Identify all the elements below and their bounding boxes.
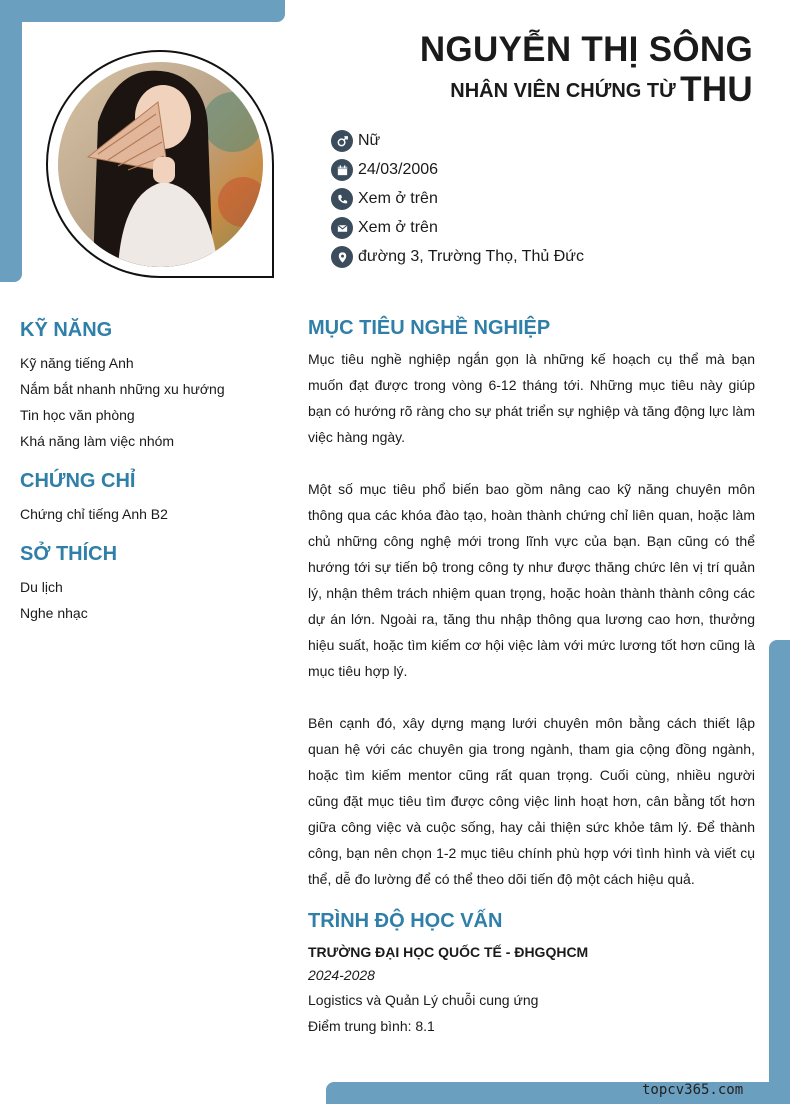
contact-birthdate-text: 24/03/2006 xyxy=(358,161,439,178)
school-name: TRƯỜNG ĐẠI HỌC QUỐC TẾ - ĐHGQHCM xyxy=(308,944,589,960)
contact-address-text: đường 3, Trường Thọ, Thủ Đức xyxy=(358,248,584,265)
certificate-item: Chứng chỉ tiếng Anh B2 xyxy=(20,506,168,522)
objective-paragraph-1: Mục tiêu nghề nghiệp ngắn gọn là những kế hoạch cụ thể mà bạn muốn đạt được trong vòng 6-12 tháng tới. Những mục tiêu này giúp bạn có hướng rõ ràng cho sự phát triển sự nghiệp và tăng động lực làm việc hàng ngày. xyxy=(308,351,755,445)
calendar-icon xyxy=(331,159,353,181)
location-icon xyxy=(331,246,353,268)
profile-photo xyxy=(58,62,263,267)
education-major: Logistics và Quản Lý chuỗi cung ứng xyxy=(308,992,539,1008)
education-title: TRÌNH ĐỘ HỌC VẤN xyxy=(308,910,503,932)
contact-phone xyxy=(331,187,438,211)
objective-paragraph-2: Một số mục tiêu phổ biến bao gồm nâng cao kỹ năng chuyên môn thông qua các khóa đào tạo, hoàn thành chứng chỉ liên quan, hoặc làm chủ những công nghệ mới trong lĩnh vực của bạn. Bạn cũng có thể hướng tới sự tiến bộ trong công ty như được thăng chức lên vị trí quản lý, nhận thêm trách nhiệm quan trọng, hoặc hoàn thành thành công các dự án lớn. Ngoài ra, tăng thu nhập thông qua lương cao hơn, thưởng hiệu suất, hoặc tìm kiếm cơ hội việc làm với mức lương tốt hơn cũng là mục tiêu hợp lý. xyxy=(308,481,755,679)
job-title: NHÂN VIÊN CHỨNG TỪ xyxy=(450,80,676,102)
watermark-text: topcv365.com xyxy=(642,1082,744,1098)
contact-gender xyxy=(331,129,380,153)
contact-address xyxy=(331,245,584,269)
skill-item: Khá năng làm việc nhóm xyxy=(20,433,175,449)
gender-icon xyxy=(331,130,353,152)
contact-birthdate xyxy=(331,158,438,182)
phone-icon xyxy=(331,188,353,210)
education-years: 2024-2028 xyxy=(308,967,375,983)
skill-item: Nắm bắt nhanh những xu hướng xyxy=(20,381,225,397)
hobby-item: Nghe nhạc xyxy=(20,605,88,621)
contact-phone-text: Xem ở trên xyxy=(358,190,438,207)
skill-item: Tin học văn phòng xyxy=(20,407,135,423)
hobby-item: Du lịch xyxy=(20,579,63,595)
skill-item: Kỹ năng tiếng Anh xyxy=(20,355,134,371)
left-accent-bar xyxy=(0,0,22,282)
certificates-title: CHỨNG CHỈ xyxy=(20,470,136,492)
contact-gender-text: Nữ xyxy=(358,132,381,149)
candidate-name: NGUYỄN THỊ SÔNG THU xyxy=(419,30,753,109)
email-icon xyxy=(331,217,353,239)
top-accent-bar xyxy=(0,0,285,22)
contact-email xyxy=(331,216,438,240)
skills-title: KỸ NĂNG xyxy=(20,319,113,341)
hobbies-title: SỞ THÍCH xyxy=(20,543,118,565)
education-gpa: Điểm trung bình: 8.1 xyxy=(308,1018,435,1034)
objective-title: MỤC TIÊU NGHỀ NGHIỆP xyxy=(308,317,551,339)
right-accent-bar xyxy=(769,640,790,1104)
objective-paragraph-3: Bên cạnh đó, xây dựng mạng lưới chuyên môn bằng cách thiết lập quan hệ với các chuyên gia trong ngành, tham gia cộng đồng ngành, hoặc tìm kiếm mentor cũng rất quan trọng. Cuối cùng, nhiều người cũng đặt mục tiêu tìm được công việc linh hoạt hơn, cân bằng tốt hơn giữa công việc và cuộc sống, hay cải thiện sức khỏe tâm lý. Để thành công, bạn nên chọn 1-2 mục tiêu chính phù hợp với tình hình và viết cụ thể, dễ đo lường để có thể theo dõi tiến độ một cách hiệu quả. xyxy=(308,715,755,887)
contact-email-text: Xem ở trên xyxy=(358,219,438,236)
